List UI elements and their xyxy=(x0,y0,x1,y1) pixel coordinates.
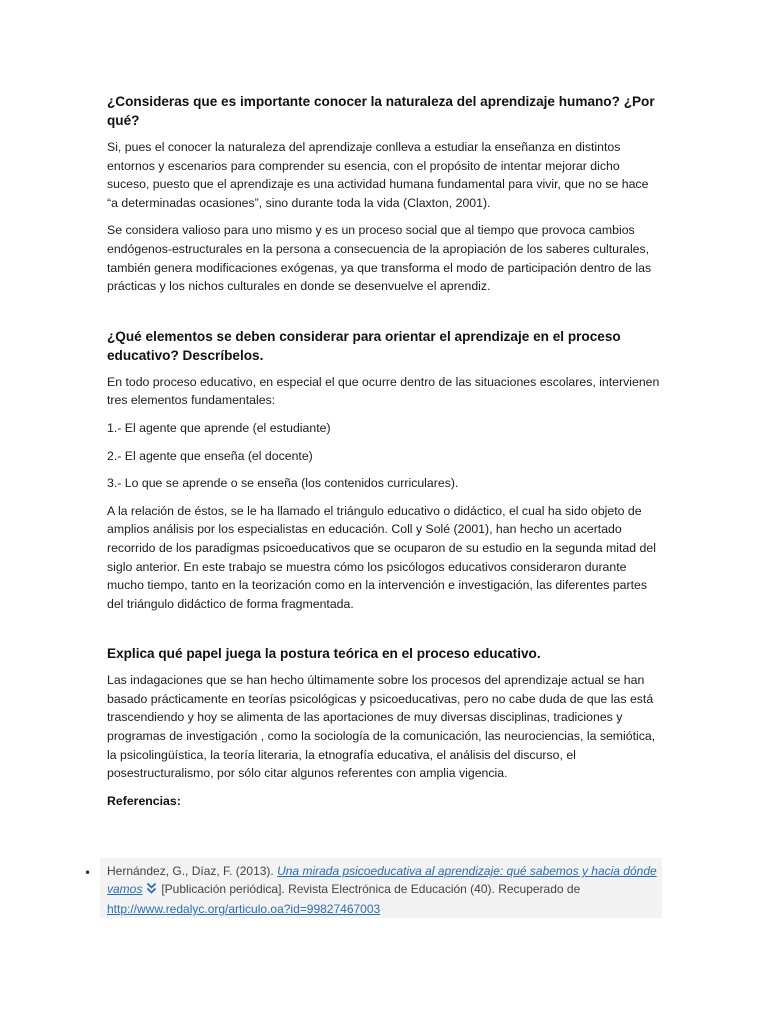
reference-details: [Publicación periódica]. Revista Electrónica de Educación (40). Recuperado de xyxy=(161,882,581,896)
reference-title-link[interactable]: Una mirada psicoeducativa al aprendizaje: qué sabemos y hacia dónde vamos xyxy=(107,864,657,896)
answer-1-paragraph-1: Si, pues el conocer la naturaleza del aprendizaje conlleva a estudiar la enseñanza en distintos entornos y escenarios para comprender su esencia, con el propósito de intentar mejorar dicho suceso, puesto que el aprendizaje es una actividad humana fundamental para vivir, que no se hace “a determinadas ocasiones”, sino durante toda la vida (Claxton, 2001). xyxy=(107,140,649,210)
double-chevron-down-icon[interactable] xyxy=(146,882,157,900)
reference-entry xyxy=(107,862,662,918)
question-1-heading: ¿Consideras que es importante conocer la naturaleza del aprendizaje humano? ¿Por qué? xyxy=(107,94,655,128)
document-body xyxy=(107,92,662,818)
question-3-heading: Explica qué papel juega la postura teórica en el proceso educativo. xyxy=(107,646,541,662)
answer-1-paragraph-2: Se considera valioso para uno mismo y es un proceso social que al tiempo que provoca cambios endógenos-estructurales en la persona a consecuencia de la apropiación de los saberes culturales, también genera modificaciones exógenas, ya que transforma el modo de participación dentro de las prácticas y los nichos culturales en donde se desenvuelve el aprendiz. xyxy=(107,223,652,294)
answer-3-paragraph: Las indagaciones que se han hecho últimamente sobre los procesos del aprendizaje actual se han basado prácticamente en teorías psicológicas y psicoeducativas, pero no cabe duda de que las está trascendiendo y hoy se alimenta de las aportaciones de muy diversas disciplinas, tradiciones y programas de investigación , como la sociología de la comunicación, las neurociencias, la semiótica, la psicolingüística, la teoría literaria, la etnografía educativa, el análisis del discurso, el posestructuralismo, por sólo citar algunos referentes con amplia vigencia. xyxy=(107,673,656,781)
references-heading: Referencias: xyxy=(107,793,181,808)
reference-authors: Hernández, G., Díaz, F. (2013). xyxy=(107,864,274,878)
section-spacer xyxy=(107,305,662,327)
list-item: 1.- El agente que aprende (el estudiante) xyxy=(107,420,331,435)
reference-url-link[interactable]: http://www.redalyc.org/articulo.oa?id=99827467003 xyxy=(107,902,381,916)
list-item: 2.- El agente que enseña (el docente) xyxy=(107,448,313,463)
section-spacer xyxy=(107,622,662,644)
question-2-heading: ¿Qué elementos se deben considerar para orientar el aprendizaje en el proceso educativo? Descríbelos. xyxy=(107,328,621,363)
list-item: 3.- Lo que se aprende o se enseña (los contenidos curriculares). xyxy=(107,476,459,491)
bullet-icon: • xyxy=(84,866,92,880)
answer-2-paragraph: A la relación de éstos, se le ha llamado el triángulo educativo o didáctico, el cual ha sido objeto de amplios análisis por los especialistas en educación. Coll y Solé (2001), han hecho un acertado recorrido de los paradigmas psicoeducativos que se ocuparon de su estudio en la segunda mitad del siglo anterior. En este trabajo se muestra cómo los psicólogos educativos consideraron durante mucho tiempo, tanto en la teorización como en la intervención e investigación, las diferentes partes del triángulo didáctico de forma fragmentada. xyxy=(107,503,656,611)
answer-2-intro: En todo proceso educativo, en especial el que ocurre dentro de las situaciones escolares, intervienen tres elementos fundamentales: xyxy=(107,374,660,408)
